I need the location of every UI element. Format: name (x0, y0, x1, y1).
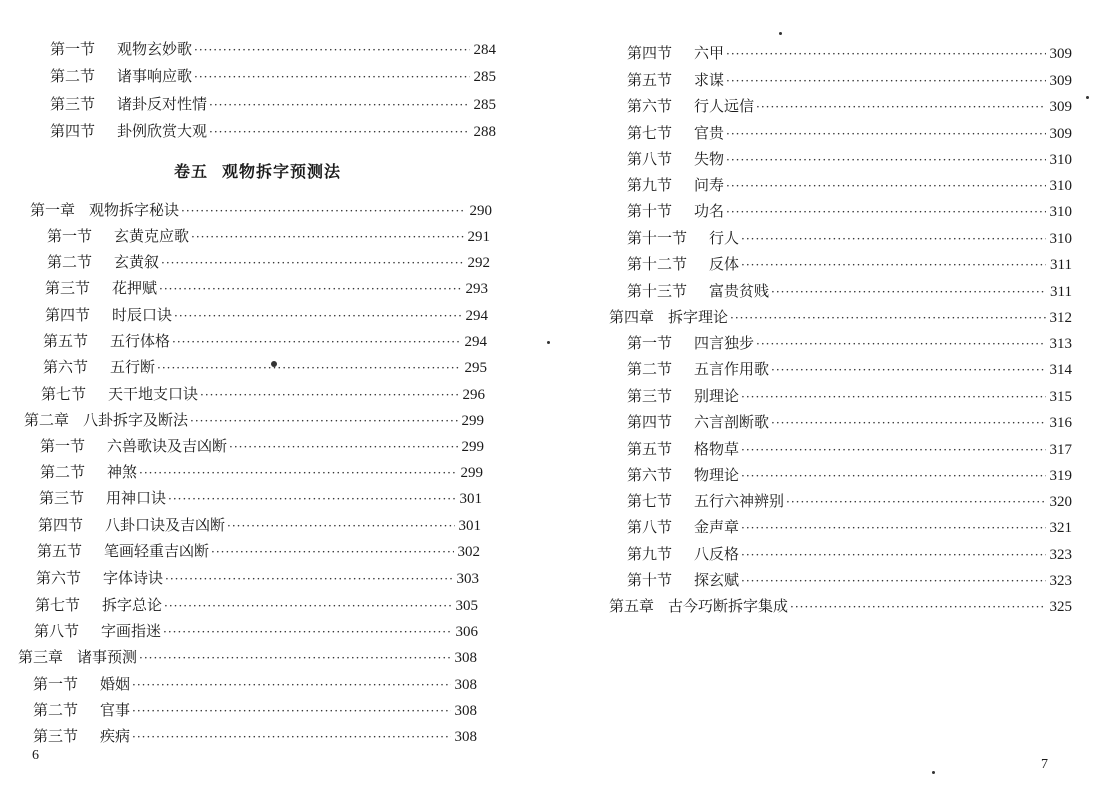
entry-page: 301 (459, 491, 482, 507)
entry-page: 308 (454, 729, 477, 745)
entry-title: 失物 (694, 150, 725, 168)
toc-entry (50, 91, 496, 117)
entry-title: 行人 (709, 229, 740, 247)
entry-title: 八卦口诀及吉凶断 (105, 516, 226, 534)
entry-number: 第二节 (50, 67, 96, 85)
toc-entry (627, 356, 1072, 382)
entry-title: 六甲 (694, 44, 725, 62)
ink-speck (1086, 96, 1089, 99)
dot-leader (771, 357, 1045, 383)
toc-entry (50, 118, 496, 144)
dot-leader (209, 92, 469, 118)
entry-number: 第五节 (43, 332, 89, 350)
entry-number: 第四节 (38, 516, 84, 534)
entry-page: 310 (1049, 152, 1072, 168)
dot-leader (132, 672, 450, 698)
entry-title: 拆字理论 (668, 308, 729, 326)
entry-page: 311 (1050, 284, 1072, 300)
entry-page: 299 (461, 439, 484, 455)
toc-entry (627, 436, 1072, 462)
dot-leader (227, 513, 454, 539)
dot-leader (157, 355, 460, 381)
entry-page: 302 (457, 544, 480, 560)
toc-entry (627, 383, 1072, 409)
entry-title: 求谋 (694, 71, 725, 89)
ink-speck (779, 32, 782, 35)
toc-entry (36, 565, 479, 591)
dot-leader (726, 121, 1045, 147)
right-page (551, 0, 1102, 796)
entry-title: 问寿 (694, 176, 725, 194)
entry-number: 第十三节 (627, 282, 688, 300)
entry-page: 314 (1049, 362, 1072, 378)
entry-number: 第一节 (47, 227, 93, 245)
dot-leader (790, 594, 1045, 620)
entry-title: 探玄赋 (694, 571, 740, 589)
dot-leader (741, 384, 1045, 410)
entry-title: 格物草 (694, 440, 740, 458)
entry-number: 第七节 (41, 385, 87, 403)
dot-leader (771, 410, 1045, 436)
entry-number: 第五节 (37, 542, 83, 560)
entry-number: 第七节 (627, 124, 673, 142)
entry-title: 富贵贫贱 (709, 282, 770, 300)
entry-page: 290 (469, 203, 492, 219)
entry-number: 第二节 (33, 701, 79, 719)
toc-entry (627, 514, 1072, 540)
toc-entry (45, 275, 488, 301)
toc-entry (50, 63, 496, 89)
entry-title: 拆字总论 (102, 596, 163, 614)
dot-leader (771, 279, 1046, 305)
entry-title: 诸卦反对性情 (117, 95, 208, 113)
entry-page: 325 (1049, 599, 1072, 615)
toc-entry (627, 120, 1072, 146)
entry-number: 第十节 (627, 571, 673, 589)
dot-leader (139, 460, 456, 486)
toc-entry (627, 146, 1072, 172)
entry-page: 310 (1049, 204, 1072, 220)
page-number: 7 (1041, 757, 1048, 772)
entry-page: 319 (1049, 468, 1072, 484)
entry-title: 八卦拆字及断法 (83, 411, 189, 429)
volume-title: 观物拆字预测法 (222, 162, 342, 181)
entry-number: 第六节 (36, 569, 82, 587)
dot-leader (741, 568, 1045, 594)
entry-title: 神煞 (107, 463, 138, 481)
toc-entry (40, 459, 483, 485)
volume-number: 卷五 (174, 162, 209, 181)
entry-number: 第六节 (627, 466, 673, 484)
toc-entry (47, 249, 490, 275)
toc-entry (34, 618, 478, 644)
entry-page: 313 (1049, 336, 1072, 352)
entry-page: 321 (1049, 520, 1072, 536)
entry-page: 310 (1049, 231, 1072, 247)
entry-title: 玄黄克应歌 (114, 227, 190, 245)
entry-page: 301 (458, 518, 481, 534)
toc-entry (627, 409, 1072, 435)
entry-number: 第七节 (35, 596, 81, 614)
entry-page: 323 (1049, 573, 1072, 589)
entry-title: 反体 (709, 255, 740, 273)
entry-number: 第一章 (30, 201, 76, 219)
entry-page: 308 (454, 677, 477, 693)
entry-number: 第二节 (47, 253, 93, 271)
toc-entry (627, 488, 1072, 514)
dot-leader (194, 64, 469, 90)
dot-leader (741, 437, 1045, 463)
ink-speck (547, 341, 550, 344)
entry-page: 296 (462, 387, 485, 403)
entry-number: 第三节 (39, 489, 85, 507)
entry-number: 第九节 (627, 545, 673, 563)
entry-title: 字画指迷 (101, 622, 162, 640)
entry-page: 288 (473, 124, 496, 140)
toc-entry (627, 67, 1072, 93)
toc-entry (627, 541, 1072, 567)
dot-leader (786, 489, 1045, 515)
entry-page: 317 (1049, 442, 1072, 458)
entry-page: 295 (464, 360, 487, 376)
entry-page: 320 (1049, 494, 1072, 510)
entry-number: 第二节 (40, 463, 86, 481)
entry-number: 第一节 (627, 334, 673, 352)
toc-entry (37, 538, 480, 564)
dot-leader (159, 276, 461, 302)
toc-entry (45, 302, 488, 328)
entry-title: 别理论 (694, 387, 740, 405)
entry-number: 第四节 (50, 122, 96, 140)
entry-page: 285 (473, 69, 496, 85)
entry-title: 玄黄叙 (114, 253, 160, 271)
entry-page: 292 (467, 255, 490, 271)
entry-number: 第一节 (33, 675, 79, 693)
entry-page: 316 (1049, 415, 1072, 431)
entry-title: 时辰口诀 (112, 306, 173, 324)
toc-entry (33, 723, 477, 749)
entry-number: 第四章 (609, 308, 655, 326)
dot-leader (756, 94, 1045, 120)
toc-chapter (609, 304, 1072, 330)
entry-page: 323 (1049, 547, 1072, 563)
entry-number: 第三节 (627, 387, 673, 405)
entry-number: 第一节 (50, 40, 96, 58)
dot-leader (730, 305, 1045, 331)
entry-title: 卦例欣赏大观 (117, 122, 208, 140)
ink-speck (271, 361, 277, 367)
entry-page: 303 (456, 571, 479, 587)
toc-entry (627, 172, 1072, 198)
dot-leader (165, 566, 452, 592)
entry-title: 行人远信 (694, 97, 755, 115)
entry-number: 第三节 (50, 95, 96, 113)
dot-leader (756, 331, 1045, 357)
toc-entry (627, 462, 1072, 488)
entry-title: 五行断 (110, 358, 156, 376)
page-number: 6 (32, 748, 39, 763)
toc-entry (43, 354, 487, 380)
entry-page: 294 (465, 308, 488, 324)
entry-title: 天干地支口诀 (108, 385, 199, 403)
dot-leader (726, 68, 1045, 94)
entry-title: 笔画轻重吉凶断 (104, 542, 210, 560)
toc-chapter (18, 644, 477, 670)
entry-title: 观物拆字秘诀 (89, 201, 180, 219)
entry-title: 五言作用歌 (694, 360, 770, 378)
entry-page: 305 (455, 598, 478, 614)
entry-number: 第十二节 (627, 255, 688, 273)
toc-entry (39, 485, 482, 511)
toc-entry (40, 433, 484, 459)
entry-number: 第八节 (34, 622, 80, 640)
entry-number: 第二章 (24, 411, 70, 429)
entry-title: 物理论 (694, 466, 740, 484)
entry-number: 第一节 (40, 437, 86, 455)
entry-page: 310 (1049, 178, 1072, 194)
toc-chapter (609, 593, 1072, 619)
entry-page: 312 (1049, 310, 1072, 326)
toc-chapter (24, 407, 484, 433)
entry-title: 金声章 (694, 518, 740, 536)
dot-leader (726, 173, 1045, 199)
entry-title: 官贵 (694, 124, 725, 142)
dot-leader (200, 382, 458, 408)
dot-leader (132, 724, 450, 750)
entry-page: 309 (1049, 73, 1072, 89)
dot-leader (191, 224, 463, 250)
entry-title: 字体诗诀 (103, 569, 164, 587)
toc-entry (38, 512, 481, 538)
entry-number: 第十一节 (627, 229, 688, 247)
entry-number: 第四节 (45, 306, 91, 324)
entry-page: 293 (465, 281, 488, 297)
entry-page: 311 (1050, 257, 1072, 273)
entry-title: 古今巧断拆字集成 (668, 597, 789, 615)
entry-page: 309 (1049, 46, 1072, 62)
entry-title: 用神口诀 (106, 489, 167, 507)
entry-title: 五行六神辨别 (694, 492, 785, 510)
entry-number: 第五节 (627, 71, 673, 89)
dot-leader (741, 252, 1046, 278)
entry-title: 五行体格 (110, 332, 171, 350)
dot-leader (194, 37, 469, 63)
entry-title: 疾病 (100, 727, 131, 745)
entry-page: 291 (467, 229, 490, 245)
entry-page: 306 (455, 624, 478, 640)
entry-page: 299 (460, 465, 483, 481)
entry-number: 第七节 (627, 492, 673, 510)
entry-title: 诸事预测 (77, 648, 138, 666)
toc-entry (43, 328, 487, 354)
toc-entry (627, 278, 1072, 304)
dot-leader (164, 593, 451, 619)
dot-leader (726, 199, 1045, 225)
toc-entry (33, 671, 477, 697)
entry-page: 294 (464, 334, 487, 350)
entry-page: 308 (454, 703, 477, 719)
dot-leader (726, 41, 1045, 67)
entry-number: 第八节 (627, 518, 673, 536)
entry-number: 第十节 (627, 202, 673, 220)
dot-leader (181, 198, 465, 224)
entry-page: 308 (454, 650, 477, 666)
dot-leader (229, 434, 457, 460)
entry-page: 284 (473, 42, 496, 58)
dot-leader (209, 119, 469, 145)
entry-page: 299 (461, 413, 484, 429)
toc-entry (33, 697, 477, 723)
dot-leader (741, 515, 1045, 541)
entry-page: 309 (1049, 126, 1072, 142)
entry-page: 309 (1049, 99, 1072, 115)
toc-entry (627, 93, 1072, 119)
toc-entry (627, 567, 1072, 593)
toc-entry (627, 251, 1072, 277)
toc-entry (627, 40, 1072, 66)
dot-leader (163, 619, 451, 645)
entry-number: 第五章 (609, 597, 655, 615)
dot-leader (132, 698, 450, 724)
entry-title: 花押赋 (112, 279, 158, 297)
dot-leader (190, 408, 457, 434)
toc-chapter (30, 197, 492, 223)
dot-leader (174, 303, 461, 329)
dot-leader (741, 542, 1045, 568)
entry-title: 观物玄妙歌 (117, 40, 193, 58)
entry-number: 第四节 (627, 413, 673, 431)
entry-number: 第六节 (627, 97, 673, 115)
toc-entry (47, 223, 490, 249)
entry-title: 官事 (100, 701, 131, 719)
entry-title: 功名 (694, 202, 725, 220)
entry-number: 第四节 (627, 44, 673, 62)
entry-title: 婚姻 (100, 675, 131, 693)
dot-leader (726, 147, 1045, 173)
dot-leader (172, 329, 460, 355)
entry-number: 第三章 (18, 648, 64, 666)
dot-leader (161, 250, 463, 276)
dot-leader (741, 463, 1045, 489)
entry-number: 第五节 (627, 440, 673, 458)
entry-number: 第三节 (33, 727, 79, 745)
dot-leader (168, 486, 455, 512)
entry-title: 四言独步 (694, 334, 755, 352)
volume-heading (174, 159, 341, 182)
toc-entry (627, 198, 1072, 224)
toc-entry (627, 225, 1072, 251)
entry-title: 八反格 (694, 545, 740, 563)
dot-leader (741, 226, 1045, 252)
toc-entry (627, 330, 1072, 356)
entry-number: 第八节 (627, 150, 673, 168)
entry-number: 第三节 (45, 279, 91, 297)
entry-number: 第六节 (43, 358, 89, 376)
toc-entry (50, 36, 496, 62)
toc-entry (41, 381, 485, 407)
entry-title: 诸事响应歌 (117, 67, 193, 85)
toc-entry (35, 592, 478, 618)
entry-number: 第二节 (627, 360, 673, 378)
dot-leader (139, 645, 450, 671)
entry-number: 第九节 (627, 176, 673, 194)
entry-title: 六兽歌诀及吉凶断 (107, 437, 228, 455)
entry-title: 六言剖断歌 (694, 413, 770, 431)
dot-leader (211, 539, 453, 565)
entry-page: 285 (473, 97, 496, 113)
ink-speck (932, 771, 935, 774)
entry-page: 315 (1049, 389, 1072, 405)
